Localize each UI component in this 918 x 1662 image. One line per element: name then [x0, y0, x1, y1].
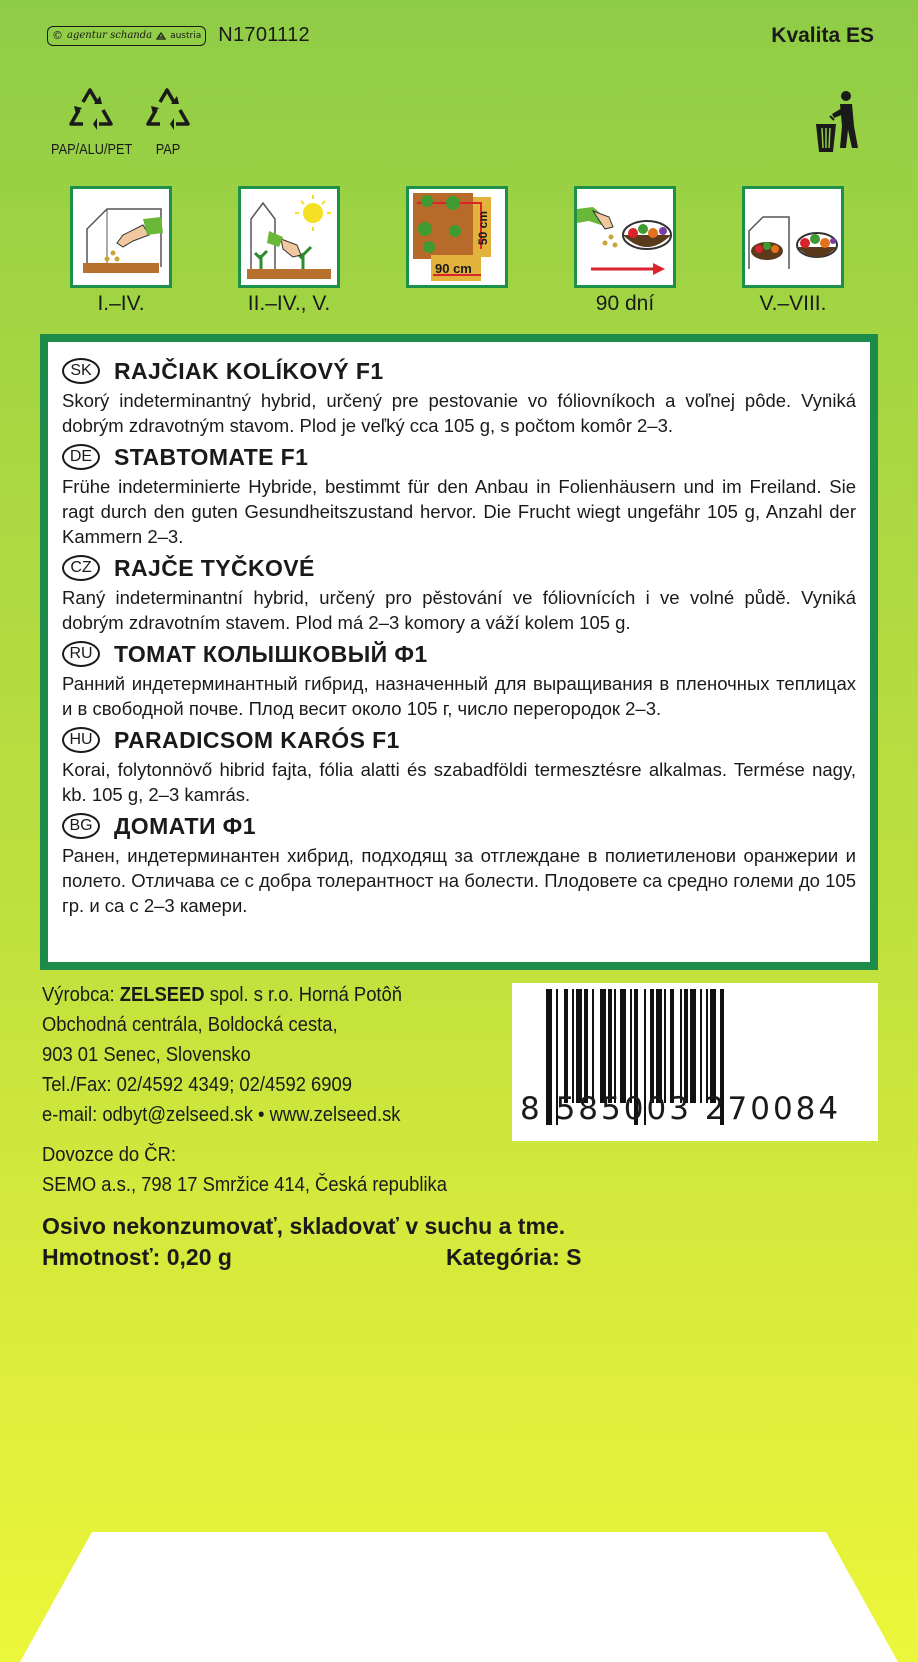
recycle-icon — [63, 86, 119, 138]
barcode-bar — [670, 989, 674, 1103]
language-badge: HU — [62, 727, 100, 753]
producer-line: Obchodná centrála, Boldocká cesta, — [42, 1014, 338, 1036]
producer-info — [42, 980, 402, 1130]
section-title: RAJČE TYČKOVÉ — [114, 554, 315, 581]
agency-logo — [47, 26, 206, 46]
packet-cutout — [0, 1532, 918, 1662]
sowing-greenhouse-icon — [70, 186, 172, 288]
barcode-bar — [656, 989, 662, 1103]
section-title: ДОМАТИ Ф1 — [114, 812, 256, 839]
section-text: Korai, folytonnövő hibrid fajta, fólia alatti és szabadföldi termesztésre alkalmas. Termése nagy, kb. 105 g, 2–3 kamrás. — [62, 759, 856, 805]
barcode-digits: 8 585003 270084 — [520, 1091, 842, 1127]
producer-name-rest: spol. s r.o. Horná Potôň — [209, 984, 403, 1006]
agency-country: austria — [170, 30, 202, 41]
section-text: Frühe indeterminierte Hybride, bestimmt für den Anbau in Folienhäusern und im Freiland. Sie ragt durch den guten Gesundheitszustand hervor. Die Frucht wiegt ungefähr 105 g, Anzahl der Kammern 2–3. — [62, 476, 856, 547]
recycle-label: PAP/ALU/PET — [51, 141, 133, 158]
section-text: Skorý indeterminantný hybrid, určený pre pestovanie vo fóliovníkoch a voľnej pôde. Vyniká dobrým zdravotným stavom. Plod je veľký cca 105 g, s počtom komôr 2–3. — [62, 390, 856, 436]
description-box — [40, 334, 878, 970]
recycle-label: PAP — [155, 141, 181, 158]
net-weight: Hmotnosť: 0,20 g — [42, 1244, 232, 1270]
importer-address: SEMO a.s., 798 17 Smržice 414, Česká republika — [42, 1174, 448, 1196]
barcode — [512, 983, 878, 1141]
producer-contact: e-mail: odbyt@zelseed.sk • www.zelseed.sk — [42, 1104, 401, 1126]
agency-mark-icon — [156, 31, 166, 41]
barcode-bar — [710, 989, 716, 1103]
language-badge: SK — [62, 358, 100, 384]
barcode-bar — [684, 989, 688, 1103]
barcode-bar — [608, 989, 612, 1103]
section-title: RAJČIAK KOLÍKOVÝ F1 — [114, 357, 384, 384]
storage-warning: Osivo nekonzumovať, skladovať v suchu a tme. — [42, 1213, 566, 1239]
language-badge: RU — [62, 641, 100, 667]
section-title: PARADICSOM KARÓS F1 — [114, 726, 400, 753]
section-hu — [62, 723, 856, 807]
producer-phone: Tel./Fax: 02/4592 4349; 02/4592 6909 — [42, 1074, 352, 1096]
section-text: Ранний индетерминантный гибрид, назначенный для выращивания в пленочных теплицах и в свободной почве. Плод весит около 105 г, число перегородок 2–3. — [62, 673, 856, 719]
producer-name: ZELSEED — [119, 984, 205, 1006]
section-ru — [62, 637, 856, 721]
barcode-bar — [650, 989, 654, 1103]
section-cz — [62, 551, 856, 635]
product-code: N1701112 — [218, 24, 310, 46]
recycle-symbol-2 — [140, 86, 196, 158]
spacing-row-text: 90 cm — [435, 261, 472, 276]
agency-name: agentur schanda — [67, 30, 153, 41]
spacing-plant-text: 50 cm — [476, 210, 490, 245]
quality-label: Kvalita ES — [771, 24, 874, 47]
recycle-symbol-1 — [44, 86, 138, 158]
language-badge: DE — [62, 444, 100, 470]
barcode-bar — [572, 989, 574, 1103]
barcode-bar — [564, 989, 568, 1103]
barcode-bar — [592, 989, 594, 1103]
language-badge: CZ — [62, 555, 100, 581]
transplanting-icon — [238, 186, 340, 288]
section-sk — [62, 354, 856, 438]
barcode-bar — [576, 989, 582, 1103]
pictogram-label: 90 dní — [595, 292, 655, 315]
barcode-bar — [614, 989, 616, 1103]
barcode-bar — [664, 989, 666, 1103]
section-title: STABTOMATE F1 — [114, 443, 309, 470]
harvest-time-icon — [574, 186, 676, 288]
plant-spacing-icon — [406, 186, 508, 288]
section-text: Ранен, индетерминантен хибрид, подходящ за отглеждане в полиетиленови оранжерии и полето. Отличава се с добра толерантност на болести. Плодовете са средно големи до 105 гр. и са с 2–3 камери. — [62, 845, 856, 916]
recycle-icon — [140, 86, 196, 138]
language-badge: BG — [62, 813, 100, 839]
trash-bin-icon — [814, 90, 866, 156]
copyright-symbol: © — [52, 29, 63, 42]
barcode-bar — [700, 989, 702, 1103]
producer-line: 903 01 Senec, Slovensko — [42, 1044, 251, 1066]
harvest-period-icon — [742, 186, 844, 288]
pictogram-label: V.–VIII. — [759, 292, 827, 315]
barcode-bar — [620, 989, 626, 1103]
section-text: Raný indeterminantní hybrid, určený pro pěstování ve fóliovnících i ve volné půdě. Vyniká dobrým zdravotním stavem. Plod má 2–3 komory a váží kolem 105 g. — [62, 587, 856, 633]
pictogram-label: I.–IV. — [97, 292, 145, 315]
barcode-bar — [584, 989, 588, 1103]
section-de — [62, 440, 856, 549]
barcode-bar — [706, 989, 708, 1103]
barcode-bar — [630, 989, 632, 1103]
header-row — [47, 24, 310, 47]
importer-info — [42, 1140, 447, 1200]
barcode-bar — [690, 989, 696, 1103]
barcode-bar — [600, 989, 606, 1103]
section-bg — [62, 809, 856, 918]
barcode-bar — [680, 989, 682, 1103]
producer-label: Výrobca: — [42, 984, 115, 1006]
section-title: ТОМАТ КОЛЫШКОВЫЙ Ф1 — [114, 640, 428, 667]
seed-category: Kategória: S — [446, 1244, 582, 1270]
pictogram-label: II.–IV., V. — [247, 292, 331, 315]
importer-label: Dovozce do ČR: — [42, 1144, 176, 1166]
